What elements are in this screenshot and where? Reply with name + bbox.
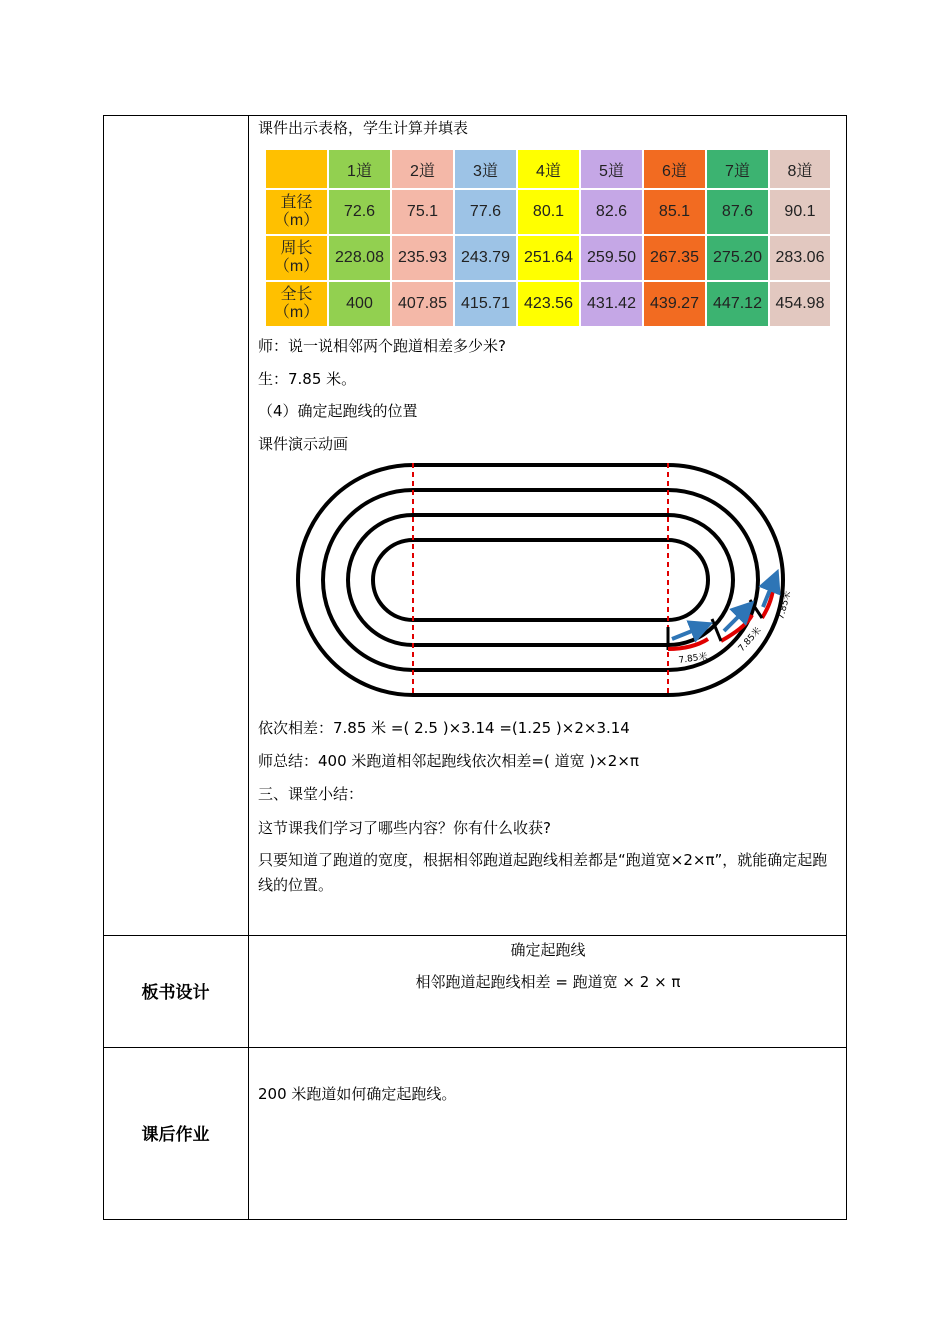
table-cell: 275.20 [706, 235, 769, 281]
demo-caption: 课件演示动画 [258, 435, 349, 453]
lane-inner [373, 540, 708, 620]
table-cell: 439.27 [643, 281, 706, 327]
header-cell: 2道 [391, 149, 454, 189]
row-label: 周长 （m） [265, 235, 328, 281]
reflection-question: 这节课我们学习了哪些内容？你有什么收获? [258, 819, 551, 837]
table-cell: 400 [328, 281, 391, 327]
distance-label-1: 7.85米 [678, 652, 709, 666]
board-title: 确定起跑线 [510, 941, 586, 959]
step-4-heading: （4）确定起跑线的位置 [258, 402, 418, 420]
row-label: 直径 （m） [265, 189, 328, 235]
row-divider-2 [103, 1047, 847, 1048]
teacher-summary: 师总结：400 米跑道相邻起跑线依次相差=( 道宽 )×2×π [258, 752, 639, 770]
table-cell: 72.6 [328, 189, 391, 235]
header-cell: 8道 [769, 149, 831, 189]
table-cell: 259.50 [580, 235, 643, 281]
table-cell: 454.98 [769, 281, 831, 327]
board-design-label: 板书设计 [141, 983, 210, 1003]
table-cell: 243.79 [454, 235, 517, 281]
diameter-row [265, 189, 831, 235]
table-cell: 431.42 [580, 281, 643, 327]
table-cell: 75.1 [391, 189, 454, 235]
circumference-row [265, 235, 831, 281]
header-cell: 6道 [643, 149, 706, 189]
distance-label-3: 7.85米 [776, 590, 794, 621]
section-3-heading: 三、课堂小结： [258, 785, 364, 803]
table-cell: 80.1 [517, 189, 580, 235]
row-label: 全长 （m） [265, 281, 328, 327]
lane-header-row [265, 149, 831, 189]
lane-table [264, 148, 832, 328]
table-cell: 267.35 [643, 235, 706, 281]
row-divider-1 [103, 935, 847, 936]
homework-text: 200 米跑道如何确定起跑线。 [258, 1085, 457, 1103]
header-cell [265, 149, 328, 189]
table-cell: 228.08 [328, 235, 391, 281]
column-divider [248, 115, 249, 1220]
table-cell: 77.6 [454, 189, 517, 235]
header-cell: 1道 [328, 149, 391, 189]
board-formula: 相邻跑道起跑线相差 = 跑道宽 × 2 × π [415, 973, 681, 991]
distance-label-2: 7.85米 [736, 625, 764, 655]
lane-2 [348, 515, 733, 645]
table-cell: 423.56 [517, 281, 580, 327]
table-cell: 251.64 [517, 235, 580, 281]
homework-label: 课后作业 [141, 1125, 210, 1145]
table-cell: 90.1 [769, 189, 831, 235]
header-cell: 5道 [580, 149, 643, 189]
table-cell: 415.71 [454, 281, 517, 327]
track-lanes [298, 465, 783, 695]
table-cell: 85.1 [643, 189, 706, 235]
header-cell: 3道 [454, 149, 517, 189]
student-answer: 生：7.85 米。 [258, 370, 357, 388]
conclusion-paragraph: 只要知道了跑道的宽度，根据相邻跑道起跑线相差都是“跑道宽×2×π”，就能确定起跑线的位置。 [258, 851, 828, 894]
table-cell: 87.6 [706, 189, 769, 235]
table-cell: 407.85 [391, 281, 454, 327]
intro-text: 课件出示表格，学生计算并填表 [258, 119, 469, 137]
header-cell: 7道 [706, 149, 769, 189]
total-length-row [265, 281, 831, 327]
difference-formula: 依次相差：7.85 米 =( 2.5 )×3.14 =(1.25 )×2×3.14 [258, 719, 630, 737]
table-cell: 235.93 [391, 235, 454, 281]
table-cell: 447.12 [706, 281, 769, 327]
header-cell: 4道 [517, 149, 580, 189]
running-track-diagram [280, 455, 810, 705]
teacher-question: 师：说一说相邻两个跑道相差多少米? [258, 337, 506, 355]
table-cell: 283.06 [769, 235, 831, 281]
table-cell: 82.6 [580, 189, 643, 235]
